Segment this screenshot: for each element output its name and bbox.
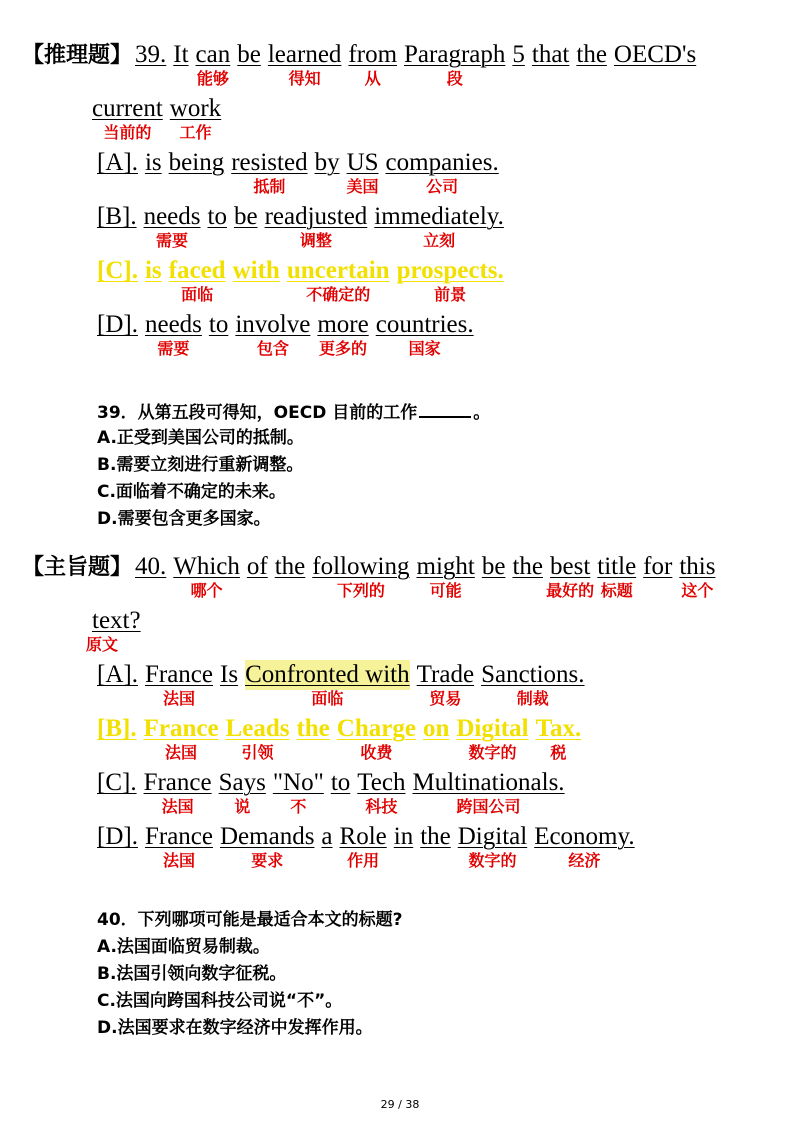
word: [296, 714, 329, 744]
word: [195, 40, 231, 88]
word: [412, 768, 565, 816]
word-text: with: [232, 257, 280, 284]
word-text: [C].: [97, 769, 137, 796]
word: [143, 768, 212, 816]
translation-gloss: 原文: [86, 635, 119, 654]
word: [97, 310, 138, 340]
translation-gloss: 最好的: [546, 581, 595, 600]
word: [339, 822, 387, 870]
word: [145, 256, 162, 286]
word: [144, 310, 202, 358]
word-text: involve: [235, 311, 311, 338]
word: [220, 660, 238, 690]
word: [346, 148, 379, 196]
translation-gloss: 数字的: [468, 743, 517, 762]
word: [144, 822, 213, 870]
translation-gloss: 要求: [251, 851, 284, 870]
answer-blank: [419, 398, 471, 418]
q39-option-c-correct[interactable]: [97, 256, 511, 304]
translation-gloss: 引领: [241, 743, 274, 762]
q39-zh-question: [97, 398, 490, 425]
q39-option-a-words: [97, 149, 506, 196]
word-text: current: [92, 95, 163, 122]
word-text: OECD's: [613, 41, 697, 68]
word-text: [B].: [97, 715, 137, 742]
translation-gloss: 不确定的: [306, 285, 371, 304]
q40-option-d-words: [97, 823, 642, 870]
word-text: from: [348, 41, 398, 68]
translation-gloss: 需要: [157, 339, 190, 358]
word-text: countries.: [375, 311, 474, 338]
word: [97, 202, 137, 232]
word-text: needs: [144, 311, 202, 338]
q40-zh-question: 40．下列哪项可能是最适合本文的标题?: [97, 910, 403, 930]
word: [97, 148, 138, 178]
translation-gloss: 哪个: [190, 581, 223, 600]
word-text: best: [550, 553, 591, 580]
word: [92, 94, 163, 142]
word: [233, 256, 280, 286]
word: [374, 202, 504, 250]
word-text: companies.: [385, 149, 499, 176]
word-text: be: [237, 41, 261, 68]
translation-gloss: 税: [550, 743, 567, 762]
translation-gloss: 需要: [156, 231, 189, 250]
translation-gloss: 段: [446, 69, 463, 88]
word: [97, 768, 137, 798]
word-text: Which: [173, 553, 240, 580]
word: [481, 660, 585, 708]
word-text: Economy.: [534, 823, 635, 850]
word-text: Says: [218, 769, 266, 796]
word: [420, 822, 451, 852]
q39-stem-line1: [22, 40, 703, 88]
word-text: [A].: [97, 661, 138, 688]
translation-gloss: 更多的: [319, 339, 368, 358]
word-text: [D].: [97, 823, 138, 850]
word-text: to: [207, 203, 227, 230]
q39-zh-question-end: 。: [473, 403, 491, 423]
translation-gloss: 经济: [568, 851, 601, 870]
word-text: title: [597, 553, 637, 580]
q39-zh-option-b: B.需要立刻进行重新调整。: [97, 455, 304, 475]
word: [416, 660, 475, 708]
word: [315, 148, 340, 178]
word-text: Digital: [456, 715, 529, 742]
word: [97, 822, 138, 852]
word: [272, 768, 324, 816]
word-text: It: [173, 41, 189, 68]
q40-stem-words: [135, 553, 722, 600]
word: [546, 552, 595, 600]
translation-gloss: 法国: [161, 797, 194, 816]
translation-gloss: 跨国公司: [456, 797, 521, 816]
word-text: Digital: [457, 823, 528, 850]
word-text: a: [321, 823, 333, 850]
word-text: resisted: [231, 149, 308, 176]
word: [357, 768, 406, 816]
translation-gloss: 立刻: [423, 231, 456, 250]
translation-gloss: 抵制: [253, 177, 286, 196]
word-text: on: [422, 715, 450, 742]
word-text: be: [481, 553, 506, 580]
q40-stem-line1: [22, 552, 722, 600]
q40-option-d[interactable]: [97, 822, 642, 870]
word-text: Confronted with: [245, 661, 410, 688]
word: [247, 552, 268, 582]
word: [209, 310, 228, 340]
word: [679, 552, 716, 600]
word-text: [D].: [97, 311, 138, 338]
translation-gloss: 面临: [181, 285, 214, 304]
word-text: text?: [92, 607, 141, 634]
q40-stem-line2: [86, 606, 148, 654]
word-text: that: [531, 41, 570, 68]
word-text: following: [312, 553, 410, 580]
word-text: immediately.: [374, 203, 504, 230]
word: [385, 148, 499, 196]
word: [375, 310, 474, 358]
q39-zh-option-d: D.需要包含更多国家。: [97, 509, 271, 529]
word: [404, 40, 506, 88]
word-text: to: [330, 769, 351, 796]
word-text: Role: [339, 823, 387, 850]
word-text: US: [346, 149, 379, 176]
q40-option-a-words: [97, 661, 592, 708]
q39-option-d[interactable]: [97, 310, 481, 358]
q39-stem-line2: [92, 94, 228, 142]
q39-option-b-words: [97, 203, 511, 250]
word-text: Tax.: [535, 715, 582, 742]
q40-zh-option-b: B.法国引领向数字征税。: [97, 964, 287, 984]
q39-option-c-words: [97, 257, 511, 304]
word: [97, 660, 138, 690]
word: [143, 714, 219, 762]
word-text: might: [416, 553, 475, 580]
word-text: work: [169, 95, 222, 122]
q40-option-b-words: [97, 715, 588, 762]
word: [423, 714, 449, 744]
q39-option-b[interactable]: [97, 202, 511, 250]
word: [234, 202, 258, 232]
word: [145, 148, 162, 178]
word-text: Is: [220, 661, 239, 688]
word-text: 39.: [135, 41, 167, 68]
word: [576, 40, 607, 70]
word: [416, 552, 475, 600]
word: [532, 40, 570, 70]
translation-gloss: 当前的: [103, 123, 152, 142]
word: [97, 714, 137, 744]
word-text: Paragraph: [404, 41, 506, 68]
word: [348, 40, 398, 88]
q40-zh-option-a: A.法国面临贸易制裁。: [97, 937, 270, 957]
word: [643, 552, 672, 582]
word-text: France: [143, 715, 219, 742]
word: [456, 714, 529, 762]
word-text: this: [679, 553, 716, 580]
word-text: France: [143, 769, 212, 796]
word-text: Sanctions.: [481, 661, 585, 688]
word: [597, 552, 637, 600]
word: [534, 822, 635, 870]
word: [275, 552, 306, 582]
word-text: of: [246, 553, 268, 580]
translation-gloss: 公司: [426, 177, 459, 196]
q40-option-c[interactable]: [97, 768, 572, 816]
q40-zh-option-d: D.法国要求在数字经济中发挥作用。: [97, 1018, 373, 1038]
word-text: faced: [168, 257, 226, 284]
word-text: to: [208, 311, 229, 338]
word: [535, 714, 582, 762]
word: [614, 40, 696, 70]
word: [264, 202, 368, 250]
q39-zh-option-c: C.面临着不确定的未来。: [97, 482, 286, 502]
translation-gloss: 法国: [162, 689, 195, 708]
word-text: Demands: [220, 823, 315, 850]
translation-gloss: 科技: [365, 797, 398, 816]
word-text: Tech: [357, 769, 406, 796]
q40-option-a[interactable]: [97, 660, 592, 708]
translation-gloss: 贸易: [429, 689, 462, 708]
word: [86, 606, 141, 654]
translation-gloss: 美国: [346, 177, 379, 196]
word: [237, 40, 261, 70]
translation-gloss: 国家: [408, 339, 441, 358]
word: [336, 714, 416, 762]
word-text: for: [643, 553, 673, 580]
translation-gloss: 说: [234, 797, 251, 816]
word-text: needs: [143, 203, 201, 230]
word: [169, 94, 222, 142]
translation-gloss: 得知: [288, 69, 321, 88]
word: [208, 202, 227, 232]
word-text: readjusted: [264, 203, 368, 230]
word: [245, 660, 410, 708]
word-text: Multinationals.: [412, 769, 565, 796]
q39-stem-words-2: [92, 95, 228, 142]
word: [168, 256, 226, 304]
word-text: uncertain: [286, 257, 390, 284]
word-text: the: [576, 41, 607, 68]
q40-option-b-correct[interactable]: [97, 714, 588, 762]
word: [312, 552, 410, 600]
q40-zh-option-c: C.法国向跨国科技公司说“不”。: [97, 991, 343, 1011]
translation-gloss: 工作: [179, 123, 212, 142]
q39-question-type-tag: 【推理题】: [22, 43, 133, 68]
word-text: France: [144, 823, 213, 850]
q39-zh-option-a: A.正受到美国公司的抵制。: [97, 428, 304, 448]
translation-gloss: 调整: [299, 231, 332, 250]
word: [97, 256, 138, 286]
word: [169, 148, 225, 178]
translation-gloss: 这个: [681, 581, 714, 600]
translation-gloss: 法国: [165, 743, 198, 762]
word: [235, 310, 311, 358]
word-text: Charge: [336, 715, 416, 742]
translation-gloss: 可能: [429, 581, 462, 600]
word: [173, 552, 240, 600]
word: [135, 552, 166, 582]
word-text: learned: [267, 41, 342, 68]
q40-question-type-tag: 【主旨题】: [22, 555, 133, 580]
q40-stem-words-2: [86, 607, 148, 654]
word: [231, 148, 308, 196]
word-text: Trade: [416, 661, 475, 688]
translation-gloss: 制裁: [516, 689, 549, 708]
word-text: more: [317, 311, 369, 338]
translation-gloss: 标题: [600, 581, 633, 600]
word-text: Leads: [225, 715, 290, 742]
word: [144, 660, 213, 708]
word-text: France: [144, 661, 213, 688]
word: [173, 40, 188, 70]
word-text: prospects.: [396, 257, 504, 284]
translation-gloss: 法国: [162, 851, 195, 870]
word-text: is: [144, 149, 162, 176]
q39-option-a[interactable]: [97, 148, 506, 196]
translation-gloss: 数字的: [468, 851, 517, 870]
word: [317, 310, 369, 358]
word-text: the: [420, 823, 451, 850]
word-text: can: [195, 41, 231, 68]
word: [331, 768, 350, 798]
word: [218, 768, 266, 816]
word-text: the: [512, 553, 543, 580]
word-text: being: [168, 149, 225, 176]
translation-gloss: 能够: [196, 69, 229, 88]
word-text: [B].: [97, 203, 137, 230]
translation-gloss: 从: [364, 69, 381, 88]
translation-gloss: 下列的: [336, 581, 385, 600]
word-text: be: [233, 203, 258, 230]
word: [143, 202, 201, 250]
word-text: [A].: [97, 149, 138, 176]
translation-gloss: 收费: [360, 743, 393, 762]
q39-stem-words: [135, 41, 703, 88]
word: [321, 822, 332, 852]
word: [225, 714, 290, 762]
word-text: in: [393, 823, 414, 850]
word-text: by: [314, 149, 340, 176]
word: [512, 552, 543, 582]
word: [220, 822, 315, 870]
q39-zh-question-text: 39．从第五段可得知，OECD 目前的工作: [97, 403, 418, 423]
word: [512, 40, 525, 70]
q39-option-d-words: [97, 311, 481, 358]
word: [267, 40, 342, 88]
translation-gloss: 包含: [256, 339, 289, 358]
word: [135, 40, 166, 70]
word-text: the: [296, 715, 330, 742]
word: [457, 822, 528, 870]
word-text: "No": [272, 769, 324, 796]
word: [482, 552, 506, 582]
translation-gloss: 前景: [434, 285, 467, 304]
translation-gloss: 面临: [311, 689, 344, 708]
word: [286, 256, 390, 304]
word-text: is: [144, 257, 162, 284]
word: [394, 822, 413, 852]
word: [396, 256, 504, 304]
word-text: 5: [512, 41, 525, 68]
q40-option-c-words: [97, 769, 572, 816]
word-text: [C].: [97, 257, 138, 284]
word-text: 40.: [135, 553, 167, 580]
page-number: 29 / 38: [380, 1098, 420, 1111]
translation-gloss: 作用: [347, 851, 380, 870]
translation-gloss: 不: [290, 797, 307, 816]
word-text: the: [274, 553, 306, 580]
